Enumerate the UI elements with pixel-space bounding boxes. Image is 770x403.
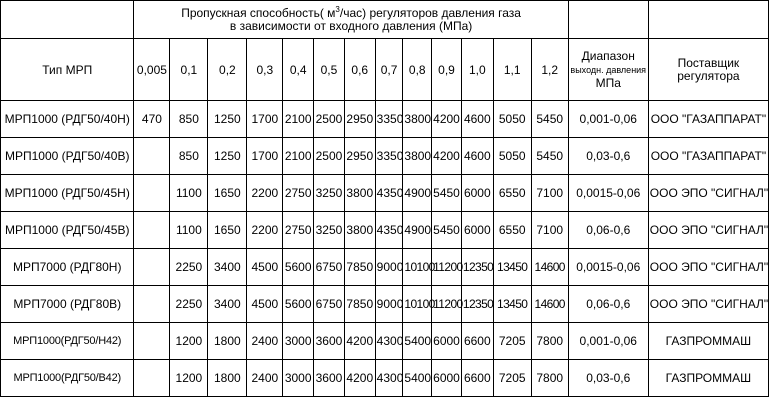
capacity-cell: 7800 (531, 360, 568, 397)
column-header-pressure: 1,2 (531, 39, 568, 101)
capacity-cell: 3350 (375, 138, 403, 175)
capacity-cell: 7205 (493, 323, 531, 360)
capacity-cell: 2950 (344, 101, 375, 138)
capacity-cell: 2200 (247, 212, 283, 249)
capacity-cell: 14600 (531, 286, 568, 323)
capacity-cell: 12350 (461, 286, 493, 323)
table-row (1, 212, 769, 249)
regulator-type-cell: МРП7000 (РДГ80Н) (1, 249, 134, 286)
capacity-cell: 4200 (344, 323, 375, 360)
capacity-cell: 5050 (493, 101, 531, 138)
supplier-cell: ООО ЭПО "СИГНАЛ" (648, 212, 768, 249)
table-row (1, 360, 769, 397)
capacity-cell: 3800 (344, 175, 375, 212)
capacity-cell: 2100 (283, 138, 314, 175)
capacity-cell: 12350 (461, 249, 493, 286)
capacity-cell: 6600 (461, 360, 493, 397)
capacity-cell: 6000 (461, 212, 493, 249)
column-header-pressure: 0,1 (170, 39, 208, 101)
capacity-cell: 5400 (403, 360, 432, 397)
column-header-pressure: 0,7 (375, 39, 403, 101)
capacity-cell: 4900 (403, 175, 432, 212)
capacity-cell: 2750 (283, 212, 314, 249)
capacity-cell: 5050 (493, 138, 531, 175)
capacity-cell: 5450 (531, 138, 568, 175)
capacity-cell (134, 286, 170, 323)
pressure-range-cell: 0,03-0,6 (568, 138, 648, 175)
capacity-cell: 1100 (170, 212, 208, 249)
regulator-type-cell: МРП1000 (РДГ50/45В) (1, 212, 134, 249)
capacity-cell: 10100 (403, 249, 432, 286)
pressure-range-cell: 0,001-0,06 (568, 101, 648, 138)
header-row-columns (1, 39, 769, 101)
column-header-pressure: 0,9 (432, 39, 462, 101)
column-header-supplier: Поставщик регулятора (648, 39, 768, 101)
capacity-cell: 1100 (170, 175, 208, 212)
capacity-cell: 11200 (432, 249, 462, 286)
capacity-cell: 2200 (247, 175, 283, 212)
capacity-cell: 5450 (432, 212, 462, 249)
column-header-pressure: 0,5 (314, 39, 345, 101)
capacity-cell: 2400 (247, 360, 283, 397)
supplier-cell: ГАЗПРОММАШ (648, 360, 768, 397)
header-blank-cell (648, 1, 768, 39)
capacity-cell: 4350 (375, 212, 403, 249)
capacity-cell: 10100 (403, 286, 432, 323)
regulator-type-cell: МРП7000 (РДГ80В) (1, 286, 134, 323)
table-row (1, 323, 769, 360)
capacity-cell: 4500 (247, 249, 283, 286)
supplier-cell: ООО ЭПО "СИГНАЛ" (648, 286, 768, 323)
capacity-cell: 3400 (208, 286, 247, 323)
capacity-cell: 7850 (344, 249, 375, 286)
table-body (1, 1, 769, 397)
pressure-range-cell: 0,06-0,6 (568, 212, 648, 249)
capacity-cell: 3350 (375, 101, 403, 138)
capacity-cell: 4200 (432, 138, 462, 175)
capacity-cell: 4300 (375, 360, 403, 397)
capacity-cell: 1250 (208, 101, 247, 138)
capacity-cell: 5450 (432, 175, 462, 212)
regulator-type-cell: МРП1000 (РДГ50/40В) (1, 138, 134, 175)
capacity-cell: 9000 (375, 286, 403, 323)
title-line2: в зависимости от входного давления (МПа) (229, 18, 473, 33)
capacity-cell: 2400 (247, 323, 283, 360)
capacity-cell: 470 (134, 101, 170, 138)
header-blank-cell (1, 1, 134, 39)
capacity-cell: 6750 (314, 249, 345, 286)
column-header-pressure: 0,2 (208, 39, 247, 101)
capacity-cell: 2100 (283, 101, 314, 138)
capacity-cell: 2250 (170, 249, 208, 286)
capacity-cell: 4500 (247, 286, 283, 323)
capacity-cell: 850 (170, 101, 208, 138)
capacity-cell: 3000 (283, 323, 314, 360)
capacity-cell: 1200 (170, 360, 208, 397)
capacity-cell: 7205 (493, 360, 531, 397)
capacity-cell: 4300 (375, 323, 403, 360)
capacity-cell: 6000 (461, 175, 493, 212)
table-title (134, 1, 568, 39)
capacity-cell: 7100 (531, 175, 568, 212)
capacity-cell: 3600 (314, 323, 345, 360)
capacity-cell: 850 (170, 138, 208, 175)
capacity-cell: 5400 (403, 323, 432, 360)
regulator-type-cell: МРП1000(РДГ50/В42) (1, 360, 134, 397)
capacity-cell: 1800 (208, 323, 247, 360)
capacity-cell (134, 175, 170, 212)
capacity-cell: 9000 (375, 249, 403, 286)
supplier-cell: ООО "ГАЗАППАРАТ" (648, 138, 768, 175)
capacity-cell: 7850 (344, 286, 375, 323)
table-row (1, 138, 769, 175)
capacity-cell (134, 360, 170, 397)
capacity-cell: 7800 (531, 323, 568, 360)
supplier-cell: ООО ЭПО "СИГНАЛ" (648, 175, 768, 212)
regulator-type-cell: МРП1000 (РДГ50/40Н) (1, 101, 134, 138)
pressure-range-cell: 0,0015-0,06 (568, 175, 648, 212)
capacity-cell: 7100 (531, 212, 568, 249)
capacity-cell: 2500 (314, 101, 345, 138)
column-header-pressure: 0,6 (344, 39, 375, 101)
pressure-range-cell: 0,0015-0,06 (568, 249, 648, 286)
capacity-cell: 2250 (170, 286, 208, 323)
capacity-cell: 13450 (493, 249, 531, 286)
capacity-cell: 1700 (247, 138, 283, 175)
capacity-cell: 1700 (247, 101, 283, 138)
pressure-range-cell: 0,001-0,06 (568, 323, 648, 360)
capacity-cell: 4900 (403, 212, 432, 249)
column-header-type: Тип МРП (1, 39, 134, 101)
capacity-cell: 3800 (403, 101, 432, 138)
column-header-pressure: 1,0 (461, 39, 493, 101)
capacity-cell (134, 323, 170, 360)
capacity-cell: 4200 (432, 101, 462, 138)
supplier-cell: ГАЗПРОММАШ (648, 323, 768, 360)
capacity-cell: 1250 (208, 138, 247, 175)
capacity-cell: 3800 (403, 138, 432, 175)
capacity-cell: 3600 (314, 360, 345, 397)
capacity-cell: 13450 (493, 286, 531, 323)
capacity-cell: 4600 (461, 101, 493, 138)
capacity-cell: 2500 (314, 138, 345, 175)
table-row (1, 175, 769, 212)
capacity-cell: 6000 (432, 360, 462, 397)
capacity-cell: 14600 (531, 249, 568, 286)
capacity-cell (134, 249, 170, 286)
header-blank-cell (568, 1, 648, 39)
capacity-cell: 3250 (314, 212, 345, 249)
table-row (1, 286, 769, 323)
capacity-cell (134, 138, 170, 175)
table-row (1, 101, 769, 138)
column-header-pressure: 1,1 (493, 39, 531, 101)
supplier-cell: ООО "ГАЗАППАРАТ" (648, 101, 768, 138)
capacity-cell: 3400 (208, 249, 247, 286)
supplier-cell: ООО ЭПО "СИГНАЛ" (648, 249, 768, 286)
column-header-pressure: 0,3 (247, 39, 283, 101)
pressure-range-cell: 0,03-0,6 (568, 360, 648, 397)
capacity-cell: 5600 (283, 249, 314, 286)
capacity-cell: 3000 (283, 360, 314, 397)
capacity-cell: 6550 (493, 175, 531, 212)
capacity-cell: 1650 (208, 212, 247, 249)
capacity-cell: 3250 (314, 175, 345, 212)
capacity-cell: 6000 (432, 323, 462, 360)
capacity-cell: 2950 (344, 138, 375, 175)
regulator-type-cell: МРП1000 (РДГ50/45Н) (1, 175, 134, 212)
regulator-type-cell: МРП1000(РДГ50/Н42) (1, 323, 134, 360)
capacity-cell: 1650 (208, 175, 247, 212)
capacity-cell: 1200 (170, 323, 208, 360)
column-header-pressure: 0,005 (134, 39, 170, 101)
capacity-cell: 3800 (344, 212, 375, 249)
pressure-range-cell: 0,06-0,6 (568, 286, 648, 323)
column-header-pressure: 0,4 (283, 39, 314, 101)
capacity-cell: 1800 (208, 360, 247, 397)
title-line1: Пропускная способность( $м^3/час$) регуляторов давления газа (181, 4, 521, 20)
column-header-pressure: 0,8 (403, 39, 432, 101)
capacity-cell: 2750 (283, 175, 314, 212)
capacity-cell: 6550 (493, 212, 531, 249)
capacity-cell (134, 212, 170, 249)
capacity-cell: 11200 (432, 286, 462, 323)
capacity-cell: 4600 (461, 138, 493, 175)
header-row-title (1, 1, 769, 39)
capacity-cell: 6750 (314, 286, 345, 323)
capacity-cell: 5600 (283, 286, 314, 323)
table-row (1, 249, 769, 286)
capacity-cell: 6600 (461, 323, 493, 360)
column-header-range: Диапазон выходн. давления МПа (568, 39, 648, 101)
capacity-cell: 5450 (531, 101, 568, 138)
capacity-cell: 4200 (344, 360, 375, 397)
capacity-cell: 4350 (375, 175, 403, 212)
